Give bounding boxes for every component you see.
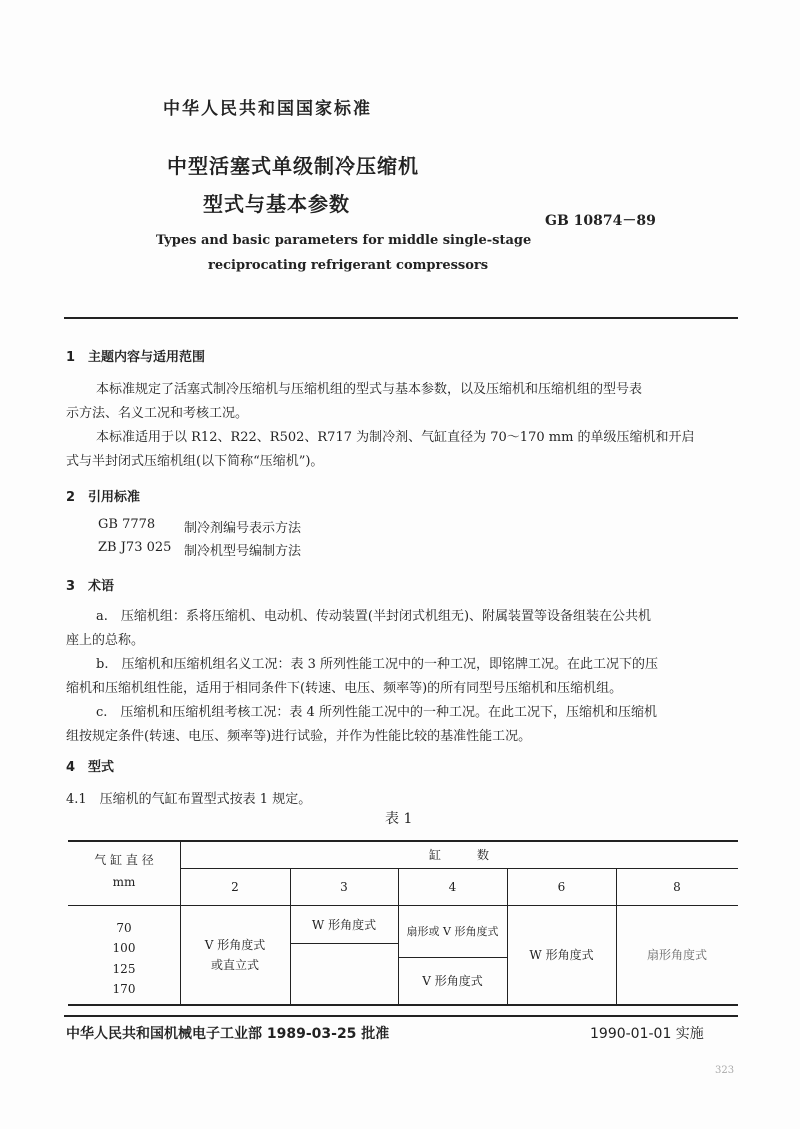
section-1-line: 本标准规定了活塞式制冷压缩机与压缩机组的型式与基本参数，以及压缩机和压缩机组的型号表: [96, 382, 643, 397]
standard-code: GB 10874－89: [545, 213, 656, 229]
col-header: 6: [557, 880, 566, 894]
cell-8-cylinders: 扇形角度式: [646, 948, 707, 962]
effective-date: 1990-01-01 实施: [590, 1026, 704, 1042]
english-title-2: reciprocating refrigerant compressors: [208, 258, 489, 273]
ref-title: 制冷机型号编制方法: [184, 544, 302, 559]
clause-4-1: 4.1 压缩机的气缸布置型式按表 1 规定。: [66, 792, 312, 807]
group-header-cylinders: 缸 数: [428, 848, 489, 862]
section-4-heading: 4 型式: [66, 760, 115, 775]
col-header: 8: [673, 880, 681, 894]
footer-rule: [64, 1015, 738, 1017]
section-1-heading: 1 主题内容与适用范围: [66, 350, 206, 365]
term-b-cont: 缩机和压缩机组性能，适用于相同条件下(转速、电压、频率等)的所有同型号压缩机和压缩机组。: [66, 681, 623, 696]
english-title-1: Types and basic parameters for middle single-stage: [156, 233, 532, 248]
diameter-value: 100: [112, 941, 136, 955]
cell-6-cylinders: W 形角度式: [529, 948, 594, 962]
section-1-line: 示方法、名义工况和考核工况。: [66, 406, 249, 421]
term-b: b. 压缩机和压缩机组名义工况：表 3 所列性能工况中的一种工况，即铭牌工况。在此工况下的压: [96, 657, 658, 672]
issuing-org: 中华人民共和国国家标准: [163, 99, 372, 119]
section-3-heading: 3 术语: [66, 579, 115, 594]
ref-title: 制冷剂编号表示方法: [184, 521, 302, 536]
ref-code: ZB J73 025: [98, 540, 172, 555]
col-header: 2: [231, 880, 239, 894]
title-line-2: 型式与基本参数: [203, 192, 350, 216]
cell-4-cylinders-bottom: V 形角度式: [422, 974, 483, 988]
header-rule: [64, 317, 738, 319]
col-header: 4: [448, 880, 457, 894]
term-a: a. 压缩机组：系将压缩机、电动机、传动装置(半封闭式机组无)、附属装置等设备组装在公共机: [96, 609, 652, 624]
term-c: c. 压缩机和压缩机组考核工况：表 4 所列性能工况中的一种工况。在此工况下，压缩机和压缩机: [96, 705, 657, 720]
col-header-diameter: 气 缸 直 径: [94, 853, 154, 867]
section-1-line: 本标准适用于以 R12、R22、R502、R717 为制冷剂、气缸直径为 70～170 mm 的单级压缩机和开启: [96, 430, 695, 445]
col-header: 3: [340, 880, 348, 894]
page-number: 323: [715, 1065, 735, 1076]
section-2-heading: 2 引用标准: [66, 490, 141, 505]
term-c-cont: 组按规定条件(转速、电压、频率等)进行试验，并作为性能比较的基准性能工况。: [66, 729, 532, 744]
col-header-unit: mm: [112, 875, 136, 889]
ref-code: GB 7778: [98, 517, 156, 532]
term-a-cont: 座上的总称。: [66, 633, 145, 648]
approval-line: 中华人民共和国机械电子工业部 1989-03-25 批准: [66, 1026, 390, 1042]
diameter-value: 125: [112, 962, 136, 976]
diameter-value: 70: [116, 921, 132, 935]
cell-2-cylinders: V 形角度式 或直立式: [204, 938, 266, 972]
diameter-value: 170: [112, 982, 136, 996]
section-1-line: 式与半封闭式压缩机组(以下简称“压缩机”)。: [66, 454, 324, 469]
cell-4-cylinders-top: 扇形或 V 形角度式: [406, 924, 499, 938]
cell-3-cylinders: W 形角度式: [311, 917, 377, 932]
title-line-1: 中型活塞式单级制冷压缩机: [167, 154, 419, 178]
table-caption: 表 1: [385, 811, 413, 827]
